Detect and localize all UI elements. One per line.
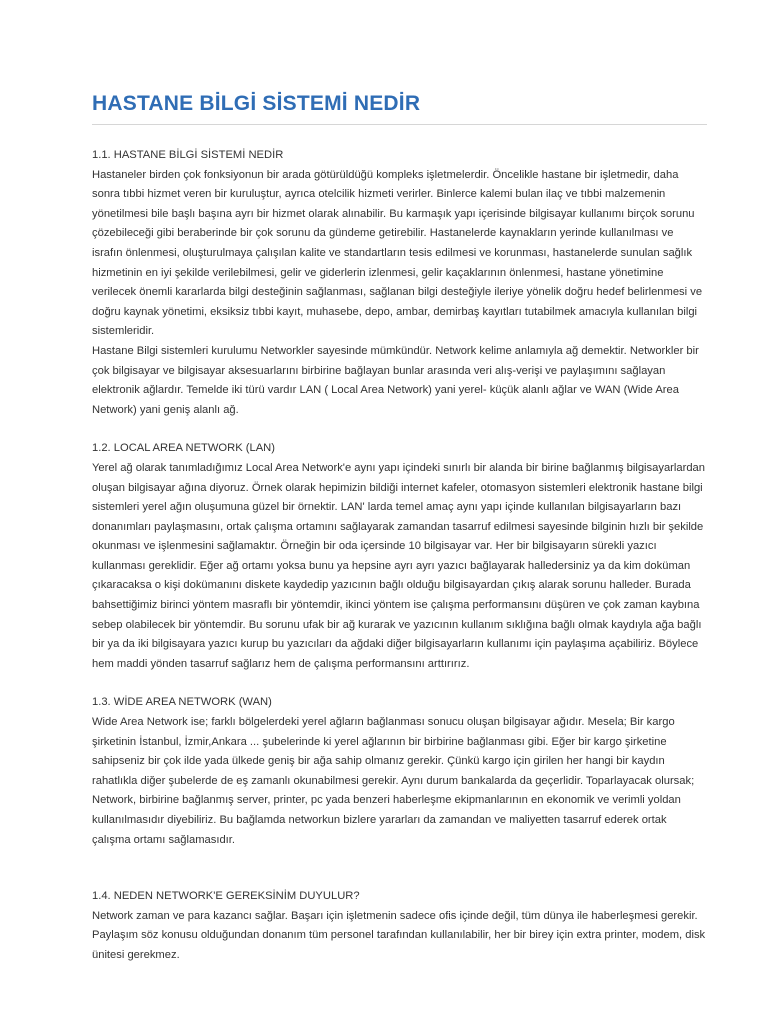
document-title: HASTANE BİLGİ SİSTEMİ NEDİR <box>92 92 421 115</box>
title-divider <box>92 124 707 125</box>
paragraph: Wide Area Network ise; farklı bölgelerdeki yerel ağların bağlanması sonucu oluşan bilgisayar ağıdır. Mesela; Bir kargo şirketinin İstanbul, İzmir,Ankara ... şubelerinde ki yerel ağlarının bir birbirine bağlanması gibi. Eğer bir kargo şirketine sahipseniz bir çok ilde yada ülkede geniş bir ağa sahip olmanız gerekir. Çünkü kargo için girilen her hangi bir kaydın rahatlıkla diğer şubelerde de eş zamanlı okunabilmesi gerekir. Aynı durum bankalarda da geçerlidir. Toparlayacak olursak; Network, birbirine bağlanmış server, printer, pc yada benzeri haberleşme ekipmanlarının en ekonomik ve verimli yoldan kullanılmasıdır diyebiliriz. Bu bağlamda networkun bizlere yararları da zamandan ve maliyetten tasarruf ederek ortak çalışma ortamı sağlamasıdır. <box>92 716 695 846</box>
paragraph: Hastane Bilgi sistemleri kurulumu Networkler sayesinde mümkündür. Network kelime anlamıyla ağ demektir. Networkler bir çok bilgisayar ve bilgisayar aksesuarlarını birbirine bağlayan bunlar arasında veri alış-verişi ve paylaşımını sağlayan elektronik ağlardır. Temelde iki türü vardır LAN ( Local Area Network) yani yerel- küçük alanlı ağlar ve WAN (Wide Area Network) yani geniş alanlı ağ. <box>92 344 699 416</box>
section-lan <box>92 439 707 674</box>
section-hastane-bilgi-sistemi <box>92 146 707 420</box>
document-page <box>92 0 707 966</box>
section-heading: 1.4. NEDEN NETWORK'E GEREKSİNİM DUYULUR? <box>92 890 360 903</box>
section-wan <box>92 693 707 850</box>
section-heading: 1.2. LOCAL AREA NETWORK (LAN) <box>92 442 275 455</box>
section-network-need <box>92 887 707 965</box>
paragraph: Network zaman ve para kazancı sağlar. Başarı için işletmenin sadece ofis içinde değil, tüm dünya ile haberleşmesi gerekir. Paylaşım söz konusu olduğundan donanım tüm personel tarafından kullanılabilir, her bir birey için extra printer, modem, disk ünitesi gerekmez. <box>92 909 706 961</box>
section-heading: 1.1. HASTANE BİLGİ SİSTEMİ NEDİR <box>92 149 284 161</box>
paragraph: Hastaneler birden çok fonksiyonun bir arada götürüldüğü kompleks işletmelerdir. Öncelikle hastane bir işletmedir, daha sonra tıbbi hizmet veren bir kuruluştur, ayrıca otelcilik hizmeti verirler. Binlerce kalemi bulan ilaç ve tıbbi malzemenin yönetilmesi bile başlı başına ayrı bir hizmet olarak alınabilir. Bu karmaşık yapı içerisinde bilgisayar kullanımı birçok sorunu çözebileceği gibi beraberinde bir çok sorunu da gündeme getirebilir. Hastanelerde kaynakların yerinde kullanılması ve israfın önlenmesi, oluşturulmaya çalışılan kalite ve standartların tesis edilmesi ve korunması, hastanelerde sunulan sağlık hizmetinin en iyi şekilde verilebilmesi, gelir ve giderlerin izlenmesi, gelir kaçaklarının önlenmesi, hastane yönetimine verilecek önemli kararlarda bilgi desteğinin sağlanması, sağlanan bilgi desteğiyle ileriye yönelik doğru hedef belirlenmesi ve doğru kaynak yönetimi, eksiksiz tıbbi kayıt, muhasebe, depo, ambar, demirbaş kayıtları tutabilmek amacıyla kullanılan bilgi sistemleridir. <box>92 168 703 338</box>
section-heading: 1.3. WİDE AREA NETWORK (WAN) <box>92 696 272 709</box>
paragraph: Yerel ağ olarak tanımladığımız Local Area Network'e aynı yapı içindeki sınırlı bir alanda bir birine bağlanmış bilgisayarlardan oluşan bilgisayar ağına diyoruz. Örnek olarak hepimizin bildiği internet kafeler, otomasyon sistemleri elektronik hastane bilgi sistemleri yerel ağın oluşumuna güzel bir örnektir. LAN' larda temel amaç aynı yapı içinde kullanılan bilgisayarların bazı donanımları paylaşmasını, ortak çalışma ortamını sağlayarak zamandan tasarruf edilmesi sayesinde bilginin hızlı bir şekilde okunması ve işlenmesini sağlamaktır. Örneğin bir oda içersinde 10 bilgisayar var. Her bir bilgisayarın sürekli yazıcı kullanması gereklidir. Eğer ağ ortamı yoksa bunu ya hepsine ayrı ayrı yazıcı bağlayarak halledersiniz ya da kim doküman çıkaracaksa o kişi dokümanını diskete kaydedip yazıcının bağlı olduğu bilgisayardan çıkış alarak sorunu halleder. Burada bahsettiğimiz birinci yöntem masraflı bir yöntemdir, ikinci yöntem ise çalışma performansını düşüren ve çok zaman kaybına sebep olabilecek bir yöntemdir. Bu sorunu ufak bir ağ kurarak ve yazıcının kullanım sıklığına bağlı olmak kaydıyla ağa bağlı bir ya da iki bilgisayara yazıcı kurup bu yazıcıları da ağdaki diğer bilgisayarların kullanımı için paylaşıma açabiliriz. Böylece hem maddi yönden tasarruf sağlarız hem de çalışma performansını arttırırız. <box>92 461 705 670</box>
